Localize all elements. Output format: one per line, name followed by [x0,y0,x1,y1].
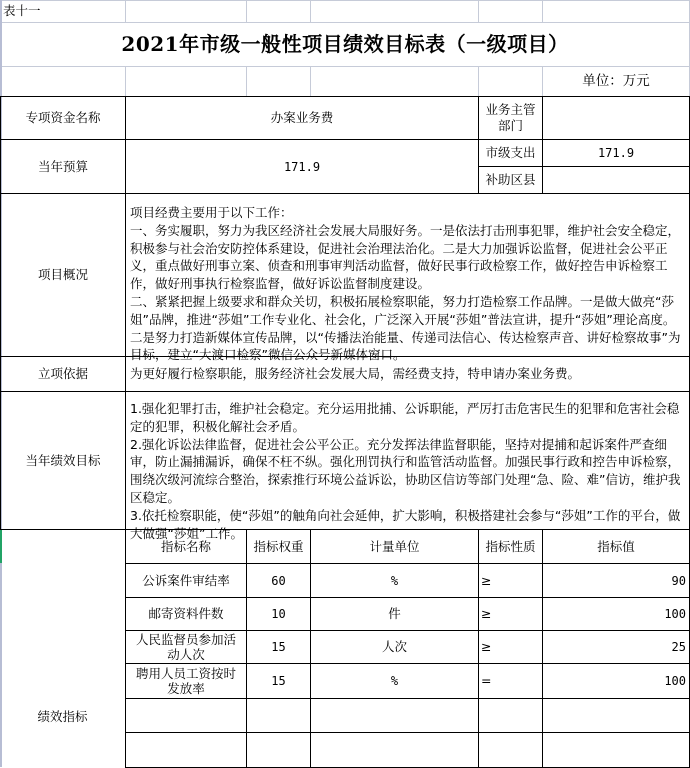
basis-label[interactable]: 立项依据 [0,356,126,392]
indicator-name[interactable]: 公诉案件审结率 [125,563,247,598]
budget-label[interactable]: 当年预算 [0,139,126,194]
indicator-name[interactable]: 人民监督员参加活动人次 [125,630,247,664]
overview-label[interactable]: 项目概况 [0,193,126,357]
gridline [246,66,247,96]
indicator-nature[interactable] [478,698,543,733]
district-subsidy-label[interactable]: 补助区县 [478,166,543,194]
overview-text[interactable]: 项目经费主要用于以下工作： 一、务实履职，努力为我区经济社会发展大局服好务。一是依法打击刑事犯罪，维护社会安全稳定，积极参与社会治安防控体系建设，促进社会治理法治化。二是大力加强诉讼监督，促进社会公平正义，重点做好刑事立案、侦查和刑事审判活动监督，做好民事行政检察工作，做好控告申诉检察工作，做好刑事执行检察监督，做好诉讼监督制度建设。 二、紧紧把握上级要求和群众关切，积极拓展检察职能，努力打造检察工作品牌。一是做大做亮“莎姐”品牌，推进“莎姐”工作专业化、社会化，广泛深入开展“莎姐”普法宣讲，提升“莎姐”理论高度。二是努力打造新媒体宣传品牌，以“传播法治能量、传递司法信心、传达检察声音、讲好检察故事”为目标，建立“大渡口检察”微信公众号新媒体窗口。 [125,193,690,357]
indicators-label[interactable]: 绩效指标 [0,529,126,767]
indicator-nature[interactable]: ≥ [478,563,543,598]
indicator-name[interactable] [125,698,247,733]
indicator-nature[interactable]: = [478,663,543,699]
indicator-header-unit[interactable]: 计量单位 [310,529,479,564]
goals-text[interactable]: 1.强化犯罪打击，维护社会稳定。充分运用批捕、公诉职能，严厉打击危害民生的犯罪和危害社会稳定的犯罪，积极化解社会矛盾。 2.强化诉讼法律监督，促进社会公平公正。充分发挥法律监督职能，坚持对提捕和起诉案件严查细审，防止漏捕漏诉，确保不枉不纵。强化刑罚执行和监管活动监督。加强民事行政和控告申诉检察，围绕次级河流综合整治，探索推行环境公益诉讼，协助区信访等部门处理“急、险、难”信访，维护我区稳定。 3.依托检察职能，使“莎姐”的触角向社会延伸，扩大影响，积极搭建社会参与“莎姐”工作的平台，做大做强“莎姐”工作。 [125,391,690,530]
gridline [246,0,247,22]
indicator-weight[interactable]: 15 [246,663,311,699]
indicator-value[interactable]: 25 [542,630,690,664]
page-title[interactable]: 2021年市级一般性项目绩效目标表（一级项目） [121,32,569,56]
indicator-value[interactable]: 90 [542,563,690,598]
dept-label[interactable]: 业务主管部门 [478,96,543,140]
indicator-unit[interactable]: 人次 [310,630,479,664]
indicator-value[interactable]: 100 [542,663,690,699]
unit-label[interactable]: 单位：万元 [582,73,650,89]
indicator-value[interactable] [542,732,690,768]
indicator-weight[interactable] [246,732,311,768]
indicator-weight[interactable]: 10 [246,597,311,631]
indicator-name[interactable]: 聘用人员工资按时发放率 [125,663,247,699]
indicator-header-name[interactable]: 指标名称 [125,529,247,564]
gridline [478,0,479,22]
budget-value[interactable]: 171.9 [125,139,479,194]
city-expense-value[interactable]: 171.9 [542,139,690,167]
indicator-weight[interactable] [246,698,311,733]
gridline [542,0,543,22]
indicator-unit[interactable]: % [310,663,479,699]
indicator-nature[interactable]: ≥ [478,597,543,631]
indicator-unit[interactable] [310,698,479,733]
indicator-unit[interactable]: % [310,563,479,598]
indicator-value[interactable] [542,698,690,733]
sheet-label[interactable]: 表十一 [3,3,41,18]
gridline [125,66,126,96]
indicator-unit[interactable] [310,732,479,768]
basis-text[interactable]: 为更好履行检察职能，服务经济社会发展大局，需经费支持，特申请办案业务费。 [125,356,690,392]
gridline [125,0,126,22]
gridline [478,66,479,96]
gridline [310,66,311,96]
indicator-header-weight[interactable]: 指标权重 [246,529,311,564]
indicator-name[interactable]: 邮寄资料件数 [125,597,247,631]
indicator-header-nature[interactable]: 指标性质 [478,529,543,564]
indicator-unit[interactable]: 件 [310,597,479,631]
indicator-value[interactable]: 100 [542,597,690,631]
city-expense-label[interactable]: 市级支出 [478,139,543,167]
dept-value[interactable] [542,96,690,140]
indicator-name[interactable] [125,732,247,768]
indicator-nature[interactable]: ≥ [478,630,543,664]
district-subsidy-value[interactable] [542,166,690,194]
indicator-weight[interactable]: 60 [246,563,311,598]
indicator-header-value[interactable]: 指标值 [542,529,690,564]
fund-name-value[interactable]: 办案业务费 [125,96,479,140]
goals-label[interactable]: 当年绩效目标 [0,391,126,530]
gridline [310,0,311,22]
fund-name-label[interactable]: 专项资金名称 [0,96,126,140]
indicator-nature[interactable] [478,732,543,768]
indicator-weight[interactable]: 15 [246,630,311,664]
